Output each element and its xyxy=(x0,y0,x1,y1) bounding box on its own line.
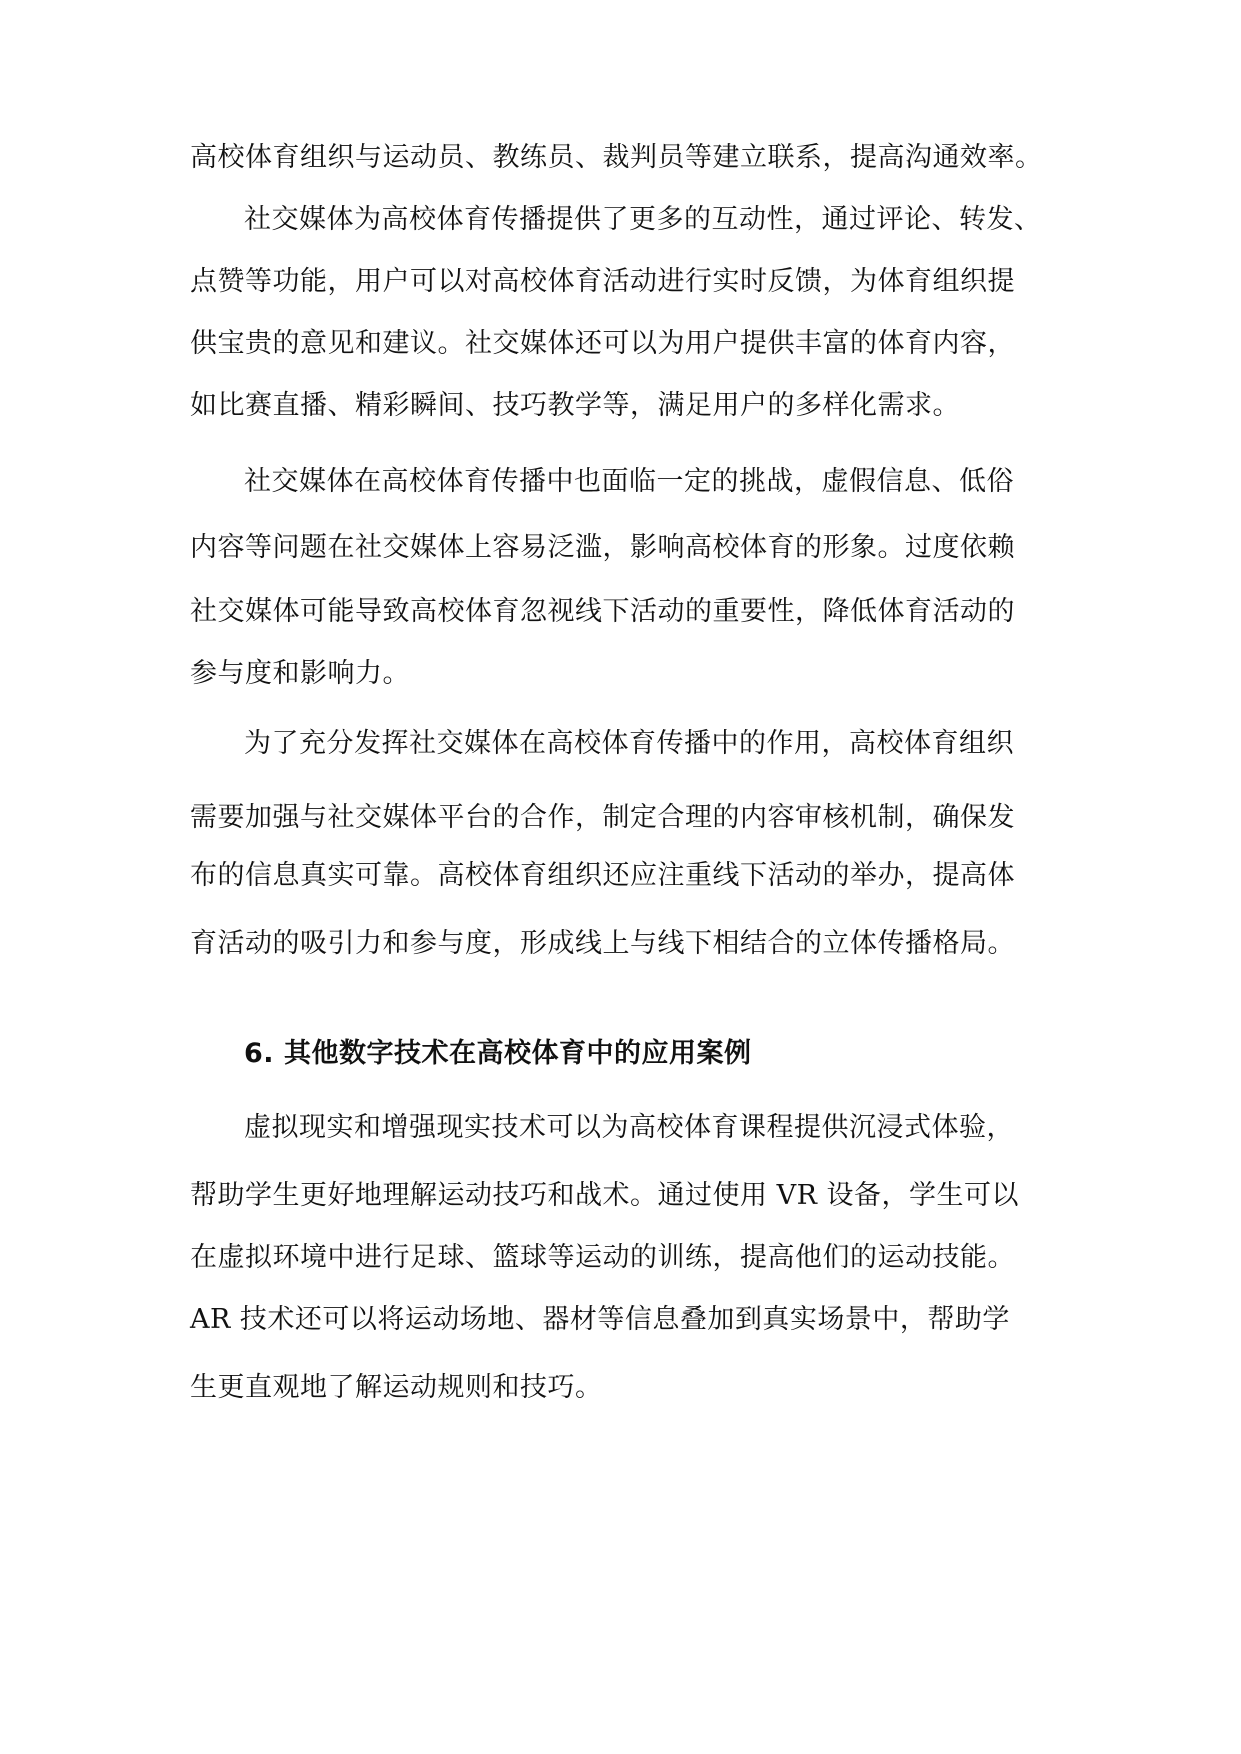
paragraph-line: 如比赛直播、精彩瞬间、技巧教学等，满足用户的多样化需求。 xyxy=(190,390,960,421)
paragraph-line: 育活动的吸引力和参与度，形成线上与线下相结合的立体传播格局。 xyxy=(190,928,1015,959)
paragraph-line: 参与度和影响力。 xyxy=(190,658,410,689)
paragraph-line: 虚拟现实和增强现实技术可以为高校体育课程提供沉浸式体验， xyxy=(244,1112,1014,1143)
paragraph-line: 高校体育组织与运动员、教练员、裁判员等建立联系，提高沟通效率。 xyxy=(190,142,1043,173)
paragraph-line: AR 技术还可以将运动场地、器材等信息叠加到真实场景中，帮助学 xyxy=(190,1304,1010,1335)
paragraph-line: 社交媒体可能导致高校体育忽视线下活动的重要性，降低体育活动的 xyxy=(190,596,1015,627)
paragraph-line: 需要加强与社交媒体平台的合作，制定合理的内容审核机制，确保发 xyxy=(190,802,1015,833)
paragraph-line: 帮助学生更好地理解运动技巧和战术。通过使用 VR 设备，学生可以 xyxy=(190,1180,1019,1211)
paragraph-line: 社交媒体在高校体育传播中也面临一定的挑战，虚假信息、低俗 xyxy=(244,466,1014,497)
paragraph-line: 内容等问题在社交媒体上容易泛滥，影响高校体育的形象。过度依赖 xyxy=(190,532,1015,563)
section-heading: 6. 其他数字技术在高校体育中的应用案例 xyxy=(244,1038,752,1069)
paragraph-line: 在虚拟环境中进行足球、篮球等运动的训练，提高他们的运动技能。 xyxy=(190,1242,1015,1273)
paragraph-line: 社交媒体为高校体育传播提供了更多的互动性，通过评论、转发、 xyxy=(244,204,1042,235)
paragraph-line: 点赞等功能，用户可以对高校体育活动进行实时反馈，为体育组织提 xyxy=(190,266,1015,297)
paragraph-line: 生更直观地了解运动规则和技巧。 xyxy=(190,1372,603,1403)
paragraph-line: 供宝贵的意见和建议。社交媒体还可以为用户提供丰富的体育内容， xyxy=(190,328,1015,359)
paragraph-line: 布的信息真实可靠。高校体育组织还应注重线下活动的举办，提高体 xyxy=(190,860,1015,891)
paragraph-line: 为了充分发挥社交媒体在高校体育传播中的作用，高校体育组织 xyxy=(244,728,1014,759)
